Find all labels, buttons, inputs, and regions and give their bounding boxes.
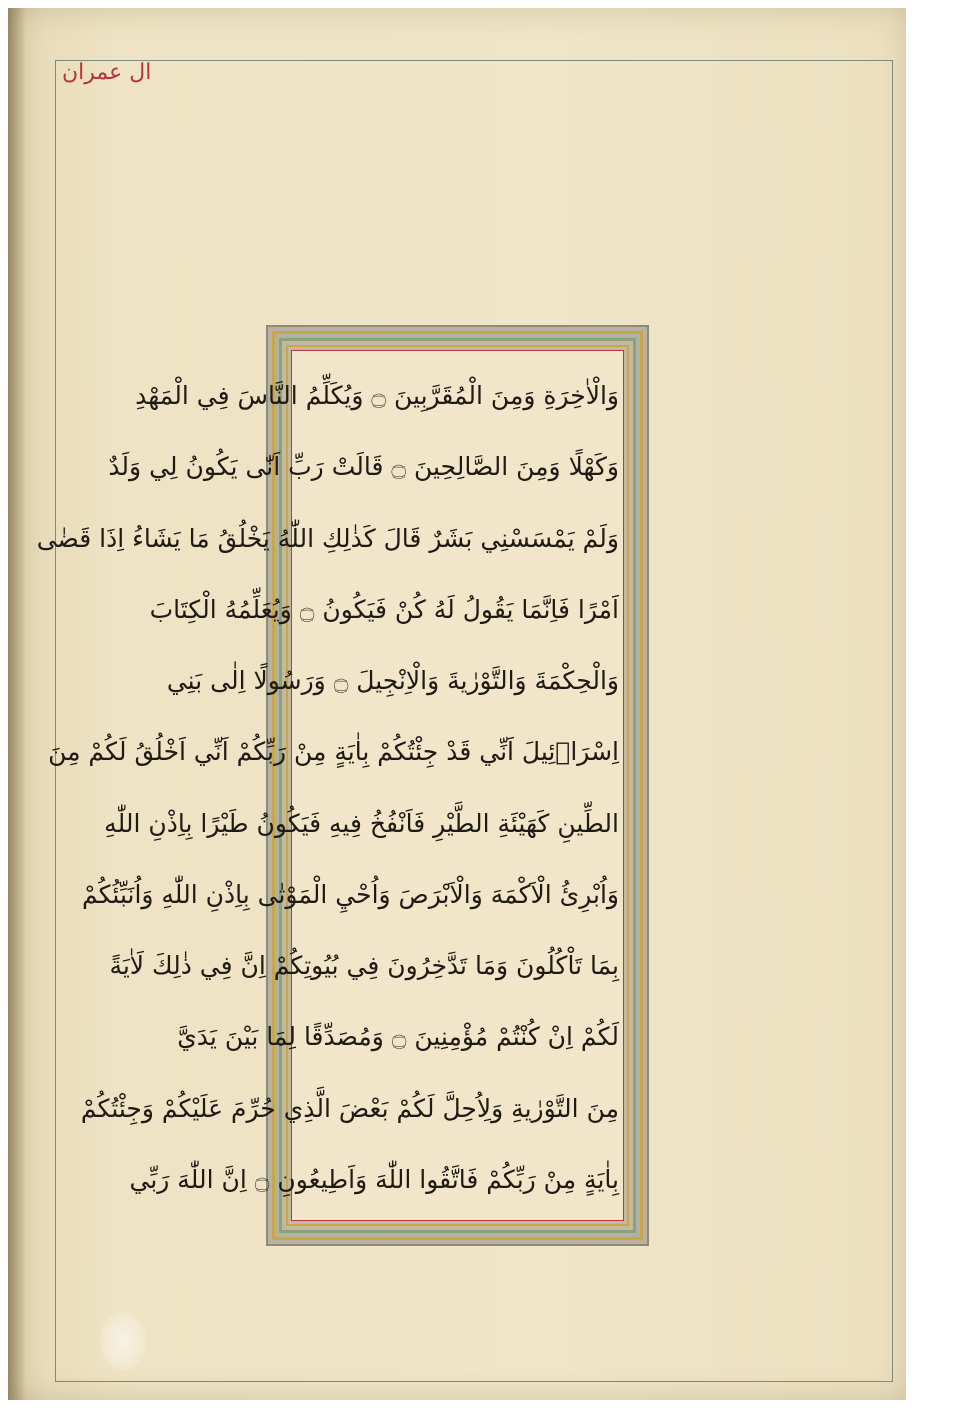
- page-edge-blank: [906, 0, 974, 1417]
- text-line-11: مِنَ التَّوْرٰيةِ وَلِاُحِلَّ لَكُمْ بَعْضَ الَّذِي حُرِّمَ عَلَيْكُمْ وَجِئْتُكُمْ: [80, 1093, 619, 1123]
- gutter-shadow: [8, 8, 26, 1400]
- text-block: [36, 368, 619, 1208]
- text-line-10: لَكُمْ اِنْ كُنْتُمْ مُؤْمِنِينَ ۝ وَمُصَدِّقًا لِمَا بَيْنَ يَدَيَّ: [177, 1022, 619, 1052]
- text-line-12: بِاٰيَةٍ مِنْ رَبِّكُمْ فَاتَّقُوا اللّٰهَ وَاَطِيعُونِ ۝ اِنَّ اللّٰهَ رَبِّي: [129, 1164, 619, 1194]
- text-line-2: وَكَهْلًا وَمِنَ الصَّالِحِينَ ۝ قَالَتْ رَبِّ اَنّٰى يَكُونُ لِي وَلَدٌ: [108, 452, 619, 482]
- surah-title: ال عمران: [62, 60, 152, 85]
- text-line-7: الطِّينِ كَهَيْئَةِ الطَّيْرِ فَاَنْفُخُ فِيهِ فَيَكُونُ طَيْرًا بِاِذْنِ اللّٰهِ: [104, 808, 619, 838]
- text-line-9: بِمَا تَاْكُلُونَ وَمَا تَدَّخِرُونَ فِي بُيُوتِكُمْ اِنَّ فِي ذٰلِكَ لَاٰيَةً: [109, 951, 619, 981]
- text-line-6: اِسْرَاۤئِيلَ اَنِّي قَدْ جِئْتُكُمْ بِاٰيَةٍ مِنْ رَبِّكُمْ اَنِّي اَخْلُقُ لَكُمْ مِنَ: [48, 737, 619, 767]
- text-line-4: اَمْرًا فَاِنَّمَا يَقُولُ لَهُ كُنْ فَيَكُونُ ۝ وَيُعَلِّمُهُ الْكِتَابَ: [149, 594, 619, 624]
- text-line-8: وَاُبْرِئُ الْاَكْمَهَ وَالْاَبْرَصَ وَاُحْيِ الْمَوْتٰى بِاِذْنِ اللّٰهِ وَاُنَبِّئُكُمْ: [81, 879, 619, 909]
- paper-stain: [100, 1312, 146, 1370]
- text-line-5: وَالْحِكْمَةَ وَالتَّوْرٰيةَ وَالْاِنْجِيلَ ۝ وَرَسُولًا اِلٰى بَنِي: [166, 666, 619, 696]
- text-line-1: وَالْاٰخِرَةِ وَمِنَ الْمُقَرَّبِينَ ۝ وَيُكَلِّمُ النَّاسَ فِي الْمَهْدِ: [135, 381, 619, 410]
- text-line-3: وَلَمْ يَمْسَسْنِي بَشَرٌ قَالَ كَذٰلِكِ اللّٰهُ يَخْلُقُ مَا يَشَاءُ اِذَا قَضٰى: [36, 523, 619, 553]
